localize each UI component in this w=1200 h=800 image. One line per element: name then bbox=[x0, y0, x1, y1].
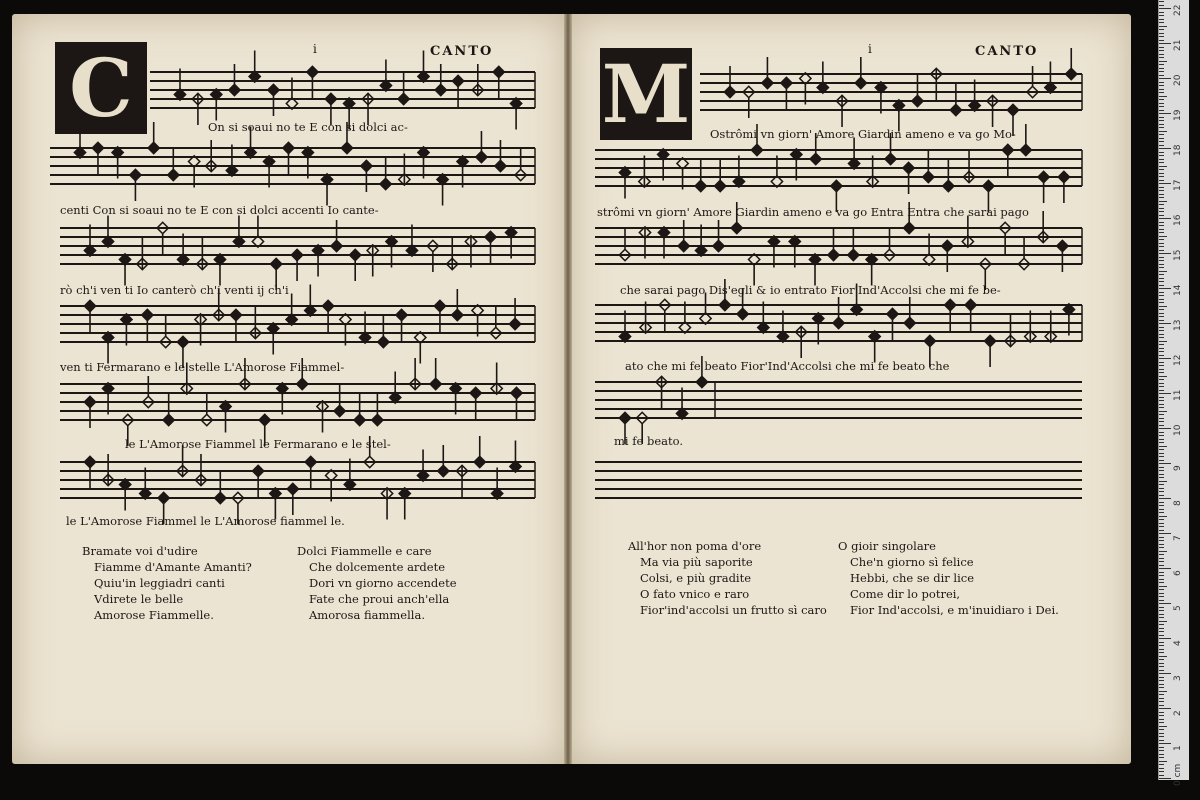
ruler-minor-tick bbox=[1159, 19, 1164, 20]
ruler-minor-tick bbox=[1159, 40, 1164, 41]
ruler-minor-tick bbox=[1159, 453, 1164, 454]
ruler-minor-tick bbox=[1159, 313, 1164, 314]
ruler-minor-tick bbox=[1159, 29, 1164, 30]
ruler-minor-tick bbox=[1159, 719, 1164, 720]
ruler-minor-tick bbox=[1159, 677, 1164, 678]
ruler-label: 20 bbox=[1173, 74, 1183, 86]
ruler-minor-tick bbox=[1159, 610, 1164, 611]
ruler-minor-tick bbox=[1159, 232, 1164, 233]
ruler-minor-tick bbox=[1159, 442, 1164, 443]
ruler-minor-tick bbox=[1159, 446, 1167, 447]
ruler-minor-tick bbox=[1159, 285, 1164, 286]
ruler-label: 19 bbox=[1173, 109, 1183, 121]
ruler-minor-tick bbox=[1159, 222, 1164, 223]
ruler-minor-tick bbox=[1159, 355, 1164, 356]
right-decorated-initial: M bbox=[601, 47, 691, 141]
ruler-minor-tick bbox=[1159, 201, 1167, 202]
ruler-minor-tick bbox=[1159, 236, 1167, 237]
ruler-minor-tick bbox=[1159, 624, 1164, 625]
ruler-tick bbox=[1159, 533, 1171, 534]
ruler-label: 21 bbox=[1173, 39, 1183, 51]
ruler-tick bbox=[1159, 323, 1171, 324]
ruler-minor-tick bbox=[1159, 659, 1164, 660]
ruler-minor-tick bbox=[1159, 57, 1164, 58]
right-staff-1 bbox=[700, 48, 1082, 136]
ruler-minor-tick bbox=[1159, 85, 1164, 86]
ruler-minor-tick bbox=[1159, 344, 1164, 345]
ruler-minor-tick bbox=[1159, 82, 1164, 83]
ruler-minor-tick bbox=[1159, 607, 1164, 608]
ruler-minor-tick bbox=[1159, 407, 1164, 408]
ruler-minor-tick bbox=[1159, 460, 1164, 461]
verse-line: Bramate voi d'udire bbox=[82, 544, 198, 558]
verse-line: Ma via più saporite bbox=[640, 555, 753, 569]
ruler-minor-tick bbox=[1159, 120, 1164, 121]
ruler-minor-tick bbox=[1159, 684, 1164, 685]
left-lyric-line-2: centi Con si soaui no te E con si dolci accenti Io cante- bbox=[60, 203, 379, 217]
ruler-minor-tick bbox=[1159, 348, 1164, 349]
ruler-minor-tick bbox=[1159, 299, 1164, 300]
ruler-minor-tick bbox=[1159, 764, 1164, 765]
ruler-tick bbox=[1159, 253, 1171, 254]
ruler-minor-tick bbox=[1159, 260, 1164, 261]
right-empty-staff-2 bbox=[595, 462, 1082, 498]
ruler-minor-tick bbox=[1159, 687, 1164, 688]
ruler-minor-tick bbox=[1159, 271, 1167, 272]
ruler-minor-tick bbox=[1159, 652, 1164, 653]
ruler-minor-tick bbox=[1159, 670, 1164, 671]
left-lyric-line-6: le L'Amorose Fiammel le L'Amorose fiammel le. bbox=[66, 514, 345, 528]
ruler-minor-tick bbox=[1159, 166, 1167, 167]
ruler-minor-tick bbox=[1159, 334, 1164, 335]
ruler-minor-tick bbox=[1159, 134, 1164, 135]
ruler-minor-tick bbox=[1159, 404, 1164, 405]
right-lyric-line-5: mi fe beato. bbox=[614, 434, 683, 448]
left-verse-stanza-2 bbox=[297, 543, 457, 623]
verse-line: Che dolcemente ardete bbox=[309, 560, 446, 574]
ruler-minor-tick bbox=[1159, 187, 1164, 188]
ruler-label: 6 bbox=[1173, 570, 1183, 576]
ruler-minor-tick bbox=[1159, 229, 1164, 230]
ruler-minor-tick bbox=[1159, 596, 1164, 597]
ruler-minor-tick bbox=[1159, 372, 1164, 373]
ruler-minor-tick bbox=[1159, 400, 1164, 401]
ruler-minor-tick bbox=[1159, 208, 1164, 209]
left-running-title: CANTO bbox=[430, 44, 494, 59]
ruler-minor-tick bbox=[1159, 554, 1164, 555]
ruler-tick bbox=[1159, 463, 1171, 464]
ruler-minor-tick bbox=[1159, 425, 1164, 426]
measuring-ruler bbox=[1158, 0, 1189, 786]
ruler-minor-tick bbox=[1159, 712, 1164, 713]
ruler-minor-tick bbox=[1159, 110, 1164, 111]
ruler-minor-tick bbox=[1159, 1, 1164, 2]
ruler-minor-tick bbox=[1159, 523, 1164, 524]
ruler-minor-tick bbox=[1159, 264, 1164, 265]
ruler-label: 17 bbox=[1173, 179, 1183, 191]
ruler-label: 0 cm bbox=[1173, 763, 1183, 786]
ruler-label: 13 bbox=[1173, 319, 1183, 331]
ruler-minor-tick bbox=[1159, 267, 1164, 268]
ruler-minor-tick bbox=[1159, 617, 1164, 618]
ruler-minor-tick bbox=[1159, 33, 1164, 34]
ruler-minor-tick bbox=[1159, 159, 1164, 160]
ruler-minor-tick bbox=[1159, 386, 1164, 387]
ruler-minor-tick bbox=[1159, 138, 1164, 139]
ruler-minor-tick bbox=[1159, 26, 1167, 27]
ruler-minor-tick bbox=[1159, 477, 1164, 478]
ruler-minor-tick bbox=[1159, 215, 1164, 216]
verse-line: Vdirete le belle bbox=[94, 592, 184, 606]
ruler-minor-tick bbox=[1159, 54, 1164, 55]
ruler-minor-tick bbox=[1159, 558, 1164, 559]
ruler-minor-tick bbox=[1159, 600, 1164, 601]
verse-line: O gioir singolare bbox=[838, 539, 936, 553]
ruler-minor-tick bbox=[1159, 61, 1167, 62]
ruler-minor-tick bbox=[1159, 691, 1167, 692]
verse-line: Amorose Fiammelle. bbox=[94, 608, 214, 622]
ruler-minor-tick bbox=[1159, 736, 1164, 737]
ruler-minor-tick bbox=[1159, 540, 1164, 541]
ruler-label: 4 bbox=[1173, 640, 1183, 646]
ruler-minor-tick bbox=[1159, 750, 1164, 751]
ruler-minor-tick bbox=[1159, 281, 1164, 282]
ruler-minor-tick bbox=[1159, 47, 1164, 48]
ruler-minor-tick bbox=[1159, 278, 1164, 279]
left-lyric-line-3: rò ch'i ven ti Io canterò ch'i venti ij ch'i bbox=[60, 283, 289, 297]
ruler-tick bbox=[1159, 43, 1171, 44]
ruler-minor-tick bbox=[1159, 474, 1164, 475]
ruler-minor-tick bbox=[1159, 257, 1164, 258]
ruler-minor-tick bbox=[1159, 96, 1167, 97]
ruler-minor-tick bbox=[1159, 320, 1164, 321]
ruler-minor-tick bbox=[1159, 680, 1164, 681]
ruler-minor-tick bbox=[1159, 204, 1164, 205]
left-staff-4 bbox=[60, 285, 535, 369]
ruler-tick bbox=[1159, 183, 1171, 184]
ruler-minor-tick bbox=[1159, 341, 1167, 342]
left-verse-stanza-1 bbox=[82, 543, 252, 623]
ruler-minor-tick bbox=[1159, 99, 1164, 100]
left-signature-mark: i bbox=[313, 42, 317, 56]
ruler-label: 7 bbox=[1173, 535, 1183, 541]
ruler-minor-tick bbox=[1159, 12, 1164, 13]
ruler-minor-tick bbox=[1159, 418, 1164, 419]
ruler-minor-tick bbox=[1159, 225, 1164, 226]
ruler-minor-tick bbox=[1159, 635, 1164, 636]
ruler-minor-tick bbox=[1159, 117, 1164, 118]
ruler-minor-tick bbox=[1159, 484, 1164, 485]
ruler-minor-tick bbox=[1159, 519, 1164, 520]
verse-line: Quiu'in leggiadri canti bbox=[94, 576, 225, 590]
ruler-tick bbox=[1159, 673, 1171, 674]
ruler-label: 15 bbox=[1173, 249, 1183, 261]
ruler-minor-tick bbox=[1159, 572, 1164, 573]
ruler-minor-tick bbox=[1159, 295, 1164, 296]
ruler-tick bbox=[1159, 358, 1171, 359]
ruler-label: 2 bbox=[1173, 710, 1183, 716]
ruler-minor-tick bbox=[1159, 306, 1167, 307]
ruler-minor-tick bbox=[1159, 495, 1164, 496]
left-staff-3 bbox=[60, 216, 535, 291]
ruler-tick bbox=[1159, 428, 1171, 429]
ruler-minor-tick bbox=[1159, 180, 1164, 181]
ruler-minor-tick bbox=[1159, 663, 1164, 664]
ruler-minor-tick bbox=[1159, 369, 1164, 370]
ruler-minor-tick bbox=[1159, 575, 1164, 576]
ruler-minor-tick bbox=[1159, 390, 1164, 391]
ruler-minor-tick bbox=[1159, 551, 1167, 552]
ruler-minor-tick bbox=[1159, 456, 1164, 457]
ruler-minor-tick bbox=[1159, 292, 1164, 293]
ruler-minor-tick bbox=[1159, 274, 1164, 275]
ruler-label: 1 bbox=[1173, 745, 1183, 751]
left-decorated-initial: C bbox=[55, 42, 147, 134]
ruler-minor-tick bbox=[1159, 771, 1164, 772]
ruler-minor-tick bbox=[1159, 414, 1164, 415]
verse-line: Fiamme d'Amante Amanti? bbox=[94, 560, 252, 574]
ruler-minor-tick bbox=[1159, 488, 1164, 489]
ruler-minor-tick bbox=[1159, 194, 1164, 195]
ruler-minor-tick bbox=[1159, 243, 1164, 244]
ruler-minor-tick bbox=[1159, 631, 1164, 632]
ruler-minor-tick bbox=[1159, 761, 1167, 762]
ruler-minor-tick bbox=[1159, 173, 1164, 174]
ruler-minor-tick bbox=[1159, 36, 1164, 37]
right-verse-stanza-2 bbox=[838, 538, 1059, 618]
ruler-minor-tick bbox=[1159, 316, 1164, 317]
ruler-label: 14 bbox=[1173, 284, 1183, 296]
ruler-minor-tick bbox=[1159, 467, 1164, 468]
ruler-minor-tick bbox=[1159, 71, 1164, 72]
ruler-label: 8 bbox=[1173, 500, 1183, 506]
ruler-minor-tick bbox=[1159, 309, 1164, 310]
right-signature-mark: i bbox=[868, 42, 872, 56]
left-lyric-line-5: le L'Amorose Fiammel le Fermarano e le stel- bbox=[125, 437, 391, 451]
ruler-minor-tick bbox=[1159, 362, 1164, 363]
ruler-minor-tick bbox=[1159, 614, 1164, 615]
ruler-minor-tick bbox=[1159, 628, 1164, 629]
ruler-minor-tick bbox=[1159, 365, 1164, 366]
ruler-minor-tick bbox=[1159, 330, 1164, 331]
ruler-minor-tick bbox=[1159, 190, 1164, 191]
ruler-minor-tick bbox=[1159, 505, 1164, 506]
ruler-minor-tick bbox=[1159, 544, 1164, 545]
verse-line: Colsi, e più gradite bbox=[640, 571, 752, 585]
ruler-tick bbox=[1159, 393, 1171, 394]
ruler-label: 16 bbox=[1173, 214, 1183, 226]
ruler-minor-tick bbox=[1159, 397, 1164, 398]
ruler-tick bbox=[1159, 78, 1171, 79]
ruler-minor-tick bbox=[1159, 694, 1164, 695]
ruler-minor-tick bbox=[1159, 470, 1164, 471]
ruler-minor-tick bbox=[1159, 176, 1164, 177]
ruler-label: 11 bbox=[1173, 389, 1183, 401]
right-lyric-line-2: strômi vn giorn' Amore Giardin ameno e va go Entra Entra che sarai pago bbox=[597, 205, 1029, 219]
ruler-minor-tick bbox=[1159, 22, 1164, 23]
ruler-minor-tick bbox=[1159, 561, 1164, 562]
right-lyric-line-1: Ostrômi vn giorn' Amore Giardin ameno e va go Mo- bbox=[710, 127, 1016, 141]
verse-line: Hebbi, che se dir lice bbox=[850, 571, 975, 585]
ruler-minor-tick bbox=[1159, 698, 1164, 699]
ruler-minor-tick bbox=[1159, 5, 1164, 6]
ruler-minor-tick bbox=[1159, 705, 1164, 706]
ruler-label: 18 bbox=[1173, 144, 1183, 156]
ruler-minor-tick bbox=[1159, 68, 1164, 69]
ruler-minor-tick bbox=[1159, 89, 1164, 90]
ruler-minor-tick bbox=[1159, 747, 1164, 748]
ruler-minor-tick bbox=[1159, 565, 1164, 566]
ruler-tick bbox=[1159, 638, 1171, 639]
ruler-minor-tick bbox=[1159, 92, 1164, 93]
ruler-minor-tick bbox=[1159, 537, 1164, 538]
ruler-minor-tick bbox=[1159, 152, 1164, 153]
ruler-minor-tick bbox=[1159, 383, 1164, 384]
ruler-minor-tick bbox=[1159, 15, 1164, 16]
ruler-minor-tick bbox=[1159, 582, 1164, 583]
ruler-minor-tick bbox=[1159, 526, 1164, 527]
verse-line: Dolci Fiammelle e care bbox=[297, 544, 432, 558]
ruler-label: 12 bbox=[1173, 354, 1183, 366]
ruler-minor-tick bbox=[1159, 131, 1167, 132]
right-empty-staff-1 bbox=[715, 382, 1082, 418]
ruler-minor-tick bbox=[1159, 337, 1164, 338]
ruler-tick bbox=[1159, 8, 1171, 9]
ruler-minor-tick bbox=[1159, 530, 1164, 531]
ruler-minor-tick bbox=[1159, 509, 1164, 510]
ruler-minor-tick bbox=[1159, 729, 1164, 730]
ruler-minor-tick bbox=[1159, 589, 1164, 590]
ruler-minor-tick bbox=[1159, 155, 1164, 156]
verse-line: Amorosa fiammella. bbox=[309, 608, 425, 622]
ruler-label: 10 bbox=[1173, 424, 1183, 436]
right-lyric-line-4: ato che mi fe beato Fior'Ind'Accolsi che mi fe beato che bbox=[625, 359, 950, 373]
ruler-minor-tick bbox=[1159, 666, 1164, 667]
ruler-tick bbox=[1159, 218, 1171, 219]
ruler-minor-tick bbox=[1159, 754, 1164, 755]
ruler-minor-tick bbox=[1159, 302, 1164, 303]
left-lyric-line-4: ven ti Fermarano e le stelle L'Amorose Fiammel- bbox=[60, 360, 345, 374]
ruler-minor-tick bbox=[1159, 162, 1164, 163]
ruler-minor-tick bbox=[1159, 645, 1164, 646]
ruler-tick bbox=[1159, 778, 1171, 779]
ruler-minor-tick bbox=[1159, 411, 1167, 412]
verse-line: Che'n giorno sì felice bbox=[850, 555, 974, 569]
ruler-minor-tick bbox=[1159, 376, 1167, 377]
ruler-minor-tick bbox=[1159, 516, 1167, 517]
ruler-minor-tick bbox=[1159, 246, 1164, 247]
ruler-minor-tick bbox=[1159, 757, 1164, 758]
ruler-minor-tick bbox=[1159, 351, 1164, 352]
ruler-minor-tick bbox=[1159, 250, 1164, 251]
ruler-minor-tick bbox=[1159, 169, 1164, 170]
verse-line: O fato vnico e raro bbox=[640, 587, 750, 601]
ruler-minor-tick bbox=[1159, 621, 1167, 622]
right-running-title: CANTO bbox=[975, 44, 1039, 59]
ruler-minor-tick bbox=[1159, 768, 1164, 769]
ruler-minor-tick bbox=[1159, 740, 1164, 741]
ruler-minor-tick bbox=[1159, 327, 1164, 328]
ruler-minor-tick bbox=[1159, 64, 1164, 65]
ruler-tick bbox=[1159, 743, 1171, 744]
ruler-minor-tick bbox=[1159, 421, 1164, 422]
verse-line: Come dir lo potrei, bbox=[850, 587, 961, 601]
ruler-tick bbox=[1159, 708, 1171, 709]
ruler-tick bbox=[1159, 148, 1171, 149]
verse-line: Dori vn giorno accendete bbox=[309, 576, 457, 590]
ruler-minor-tick bbox=[1159, 649, 1164, 650]
ruler-tick bbox=[1159, 113, 1171, 114]
left-staff-1 bbox=[150, 51, 535, 130]
ruler-minor-tick bbox=[1159, 491, 1164, 492]
ruler-minor-tick bbox=[1159, 733, 1164, 734]
ruler-minor-tick bbox=[1159, 481, 1167, 482]
verse-line: Fate che proui anch'ella bbox=[309, 592, 450, 606]
ruler-label: 5 bbox=[1173, 605, 1183, 611]
ruler-minor-tick bbox=[1159, 106, 1164, 107]
right-verse-stanza-1 bbox=[628, 538, 827, 618]
ruler-minor-tick bbox=[1159, 239, 1164, 240]
ruler-minor-tick bbox=[1159, 449, 1164, 450]
ruler-minor-tick bbox=[1159, 50, 1164, 51]
ruler-minor-tick bbox=[1159, 775, 1164, 776]
ruler-tick bbox=[1159, 288, 1171, 289]
ruler-minor-tick bbox=[1159, 141, 1164, 142]
ruler-minor-tick bbox=[1159, 726, 1167, 727]
left-lyric-line-1: On si soaui no te E con si dolci ac- bbox=[208, 120, 408, 134]
ruler-minor-tick bbox=[1159, 127, 1164, 128]
ruler-tick bbox=[1159, 568, 1171, 569]
ruler-minor-tick bbox=[1159, 379, 1164, 380]
ruler-minor-tick bbox=[1159, 197, 1164, 198]
ruler-minor-tick bbox=[1159, 715, 1164, 716]
ruler-minor-tick bbox=[1159, 701, 1164, 702]
ruler-minor-tick bbox=[1159, 145, 1164, 146]
ruler-minor-tick bbox=[1159, 439, 1164, 440]
ruler-minor-tick bbox=[1159, 124, 1164, 125]
ruler-minor-tick bbox=[1159, 103, 1164, 104]
ruler-minor-tick bbox=[1159, 593, 1164, 594]
ruler-minor-tick bbox=[1159, 579, 1164, 580]
ruler-label: 3 bbox=[1173, 675, 1183, 681]
ruler-label: 9 bbox=[1173, 465, 1183, 471]
ruler-minor-tick bbox=[1159, 547, 1164, 548]
ruler-minor-tick bbox=[1159, 435, 1164, 436]
ruler-minor-tick bbox=[1159, 211, 1164, 212]
ruler-minor-tick bbox=[1159, 586, 1167, 587]
ruler-minor-tick bbox=[1159, 75, 1164, 76]
ruler-label: 22 bbox=[1173, 4, 1183, 16]
ruler-minor-tick bbox=[1159, 512, 1164, 513]
ruler-minor-tick bbox=[1159, 656, 1167, 657]
ruler-minor-tick bbox=[1159, 642, 1164, 643]
verse-line: Fior Ind'accolsi, e m'inuidiaro i Dei. bbox=[850, 603, 1059, 617]
verse-line: Fior'ind'accolsi un frutto sì caro bbox=[640, 603, 827, 617]
left-staff-2 bbox=[50, 122, 535, 206]
verse-line: All'hor non poma d'ore bbox=[628, 539, 762, 553]
ruler-minor-tick bbox=[1159, 722, 1164, 723]
ruler-minor-tick bbox=[1159, 432, 1164, 433]
ruler-minor-tick bbox=[1159, 502, 1164, 503]
ruler-tick bbox=[1159, 498, 1171, 499]
ruler-tick bbox=[1159, 603, 1171, 604]
right-lyric-line-3: che sarai pago Dis'egli & io entrato Fior'Ind'Accolsi che mi fe be- bbox=[620, 283, 1001, 297]
